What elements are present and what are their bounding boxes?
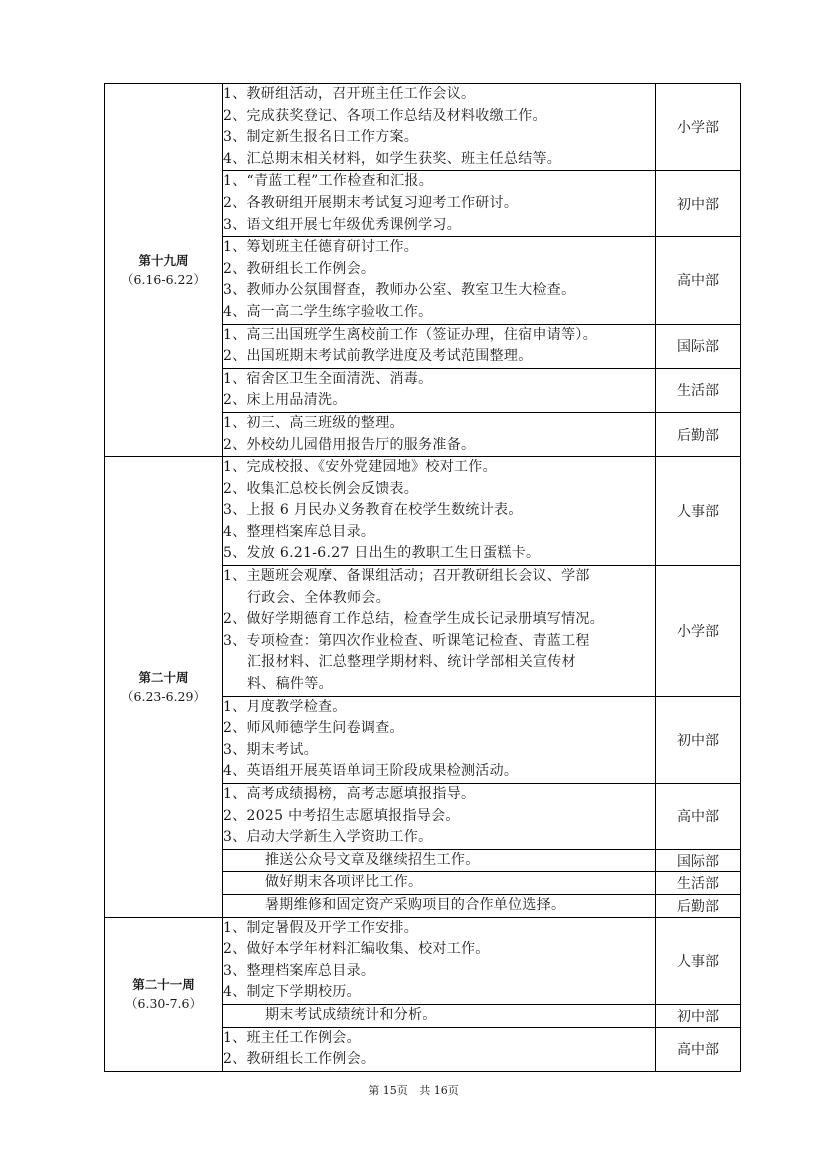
department-cell: 初中部 [656, 1004, 741, 1027]
department-cell: 高中部 [656, 1027, 741, 1071]
task-item: 2、2025 中考招生志愿填报指导会。 [223, 807, 460, 824]
department-cell: 小学部 [656, 566, 741, 697]
task-item: 1、高考成绩揭榜，高考志愿填报指导。 [223, 786, 476, 802]
week-cell [105, 84, 223, 457]
week-cell [105, 457, 223, 917]
task-item: 行政会、全体教师会。 [247, 589, 390, 606]
task-item: 2、各教研组开展期末考试复习迎考工作研讨。 [223, 194, 519, 211]
task-item: 4、英语组开展英语单词王阶段成果检测活动。 [223, 763, 519, 780]
task-item: 4、整理档案库总目录。 [223, 523, 376, 540]
task-item: 3、教师办公氛围督查，教师办公室、教室卫生大检查。 [223, 282, 576, 299]
task-list [223, 784, 656, 850]
task-item: 3、上报 6 月民办义务教育在校学生数统计表。 [223, 502, 523, 519]
task-item: 3、期末考试。 [223, 741, 319, 758]
task-item: 3、整理档案库总目录。 [223, 962, 376, 979]
page-total: 共 16页 [419, 1084, 459, 1097]
task-item: 2、师风师德学生问卷调查。 [223, 720, 404, 737]
task-item: 1、完成校报、《安外党建园地》校对工作。 [223, 459, 497, 476]
task-item: 2、完成获奖登记、各项工作总结及材料收缴工作。 [223, 107, 547, 124]
task-list [223, 917, 656, 1004]
task-item: 1、月度教学检查。 [223, 698, 347, 715]
table-row [105, 457, 741, 566]
department-cell: 生活部 [656, 872, 741, 895]
department-cell: 初中部 [656, 696, 741, 783]
task-item: 3、启动大学新生入学资助工作。 [223, 829, 433, 846]
week-dates: （6.23-6.29） [121, 688, 206, 704]
task-list [223, 1027, 656, 1071]
task-item: 3、语文组开展七年级优秀课例学习。 [223, 216, 462, 233]
week-name: 第十九周 [138, 253, 189, 269]
task-item: 汇报材料、汇总整理学期材料、统计学部相关宣传材 [247, 654, 576, 671]
task-list [223, 566, 656, 697]
week-name: 第二十一周 [132, 977, 195, 993]
task-item: 1、“青蓝工程”工作检查和汇报。 [223, 173, 434, 190]
task-item: 4、高一高二学生练字验收工作。 [223, 303, 433, 320]
week-cell [105, 917, 223, 1071]
task-list [223, 457, 656, 566]
department-cell: 国际部 [656, 324, 741, 368]
task-list [223, 1004, 656, 1027]
department-cell: 生活部 [656, 368, 741, 412]
task-list [223, 237, 656, 324]
department-cell: 小学部 [656, 84, 741, 171]
task-list [223, 324, 656, 368]
task-item: 5、发放 6.21-6.27 日出生的教职工生日蛋糕卡。 [223, 545, 541, 562]
task-item: 2、做好学期德育工作总结，检查学生成长记录册填写情况。 [223, 611, 605, 628]
department-cell: 后勤部 [656, 412, 741, 456]
week-dates: （6.30-7.6） [125, 996, 202, 1012]
task-item: 1、筹划班主任德育研讨工作。 [223, 239, 419, 256]
task-item: 1、教研组活动，召开班主任工作会议。 [223, 86, 476, 102]
week-dates: （6.16-6.22） [121, 272, 206, 288]
page-footer [0, 1082, 827, 1098]
task-item: 1、高三出国班学生离校前工作（签证办理，住宿申请等）。 [223, 326, 598, 343]
task-item: 暑期维修和固定资产采购项目的合作单位选择。 [265, 896, 566, 913]
task-list [223, 412, 656, 456]
task-list [223, 171, 656, 237]
department-cell: 高中部 [656, 237, 741, 324]
task-item: 推送公众号文章及继续招生工作。 [265, 851, 480, 868]
task-item: 1、制定暑假及开学工作安排。 [223, 919, 419, 936]
task-item: 2、收集汇总校长例会反馈表。 [223, 480, 419, 497]
task-item: 2、床上用品清洗。 [223, 392, 347, 409]
table-row [105, 84, 741, 171]
department-cell: 国际部 [656, 849, 741, 872]
task-item: 2、做好本学年材料汇编收集、校对工作。 [223, 941, 490, 958]
task-item: 4、汇总期末相关材料，如学生获奖、班主任总结等。 [223, 150, 562, 167]
task-item: 3、制定新生报名日工作方案。 [223, 129, 419, 146]
task-item: 1、宿舍区卫生全面清洗、消毒。 [223, 370, 433, 387]
department-cell: 人事部 [656, 457, 741, 566]
task-list [223, 696, 656, 783]
department-cell: 后勤部 [656, 894, 741, 917]
department-cell: 人事部 [656, 917, 741, 1004]
task-item: 2、外校幼儿园借用报告厅的服务准备。 [223, 436, 476, 453]
task-item: 2、教研组长工作例会。 [223, 1051, 376, 1068]
task-item: 2、教研组长工作例会。 [223, 260, 376, 277]
task-item: 4、制定下学期校历。 [223, 984, 361, 1001]
department-cell: 高中部 [656, 784, 741, 850]
task-list [223, 84, 656, 171]
task-item: 做好期末各项评比工作。 [265, 874, 423, 891]
task-item: 2、出国班期末考试前教学进度及考试范围整理。 [223, 348, 533, 365]
task-list [223, 368, 656, 412]
task-list [223, 849, 656, 872]
department-cell: 初中部 [656, 171, 741, 237]
task-item: 1、初三、高三班级的整理。 [223, 414, 404, 431]
weekly-schedule-table [104, 83, 741, 1072]
task-item: 1、班主任工作例会。 [223, 1029, 361, 1046]
task-list [223, 894, 656, 917]
week-name: 第二十周 [138, 669, 189, 685]
task-item: 期末考试成绩统计和分析。 [265, 1006, 437, 1023]
table-row [105, 917, 741, 1004]
task-item: 1、主题班会观摩、备课组活动；召开教研组长会议、学部 [223, 568, 590, 585]
task-item: 3、专项检查：第四次作业检查、听课笔记检查、青蓝工程 [223, 632, 590, 649]
task-list [223, 872, 656, 895]
task-item: 料、稿件等。 [247, 676, 333, 693]
page-number: 第 15页 [368, 1084, 408, 1097]
